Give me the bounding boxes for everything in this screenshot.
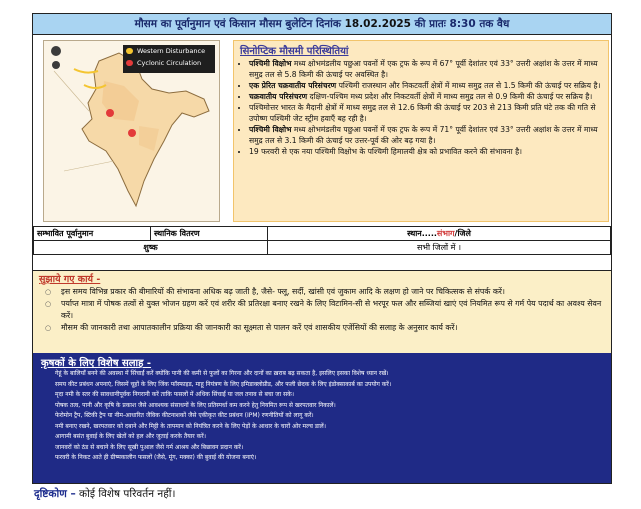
- col-distribution: स्थानिक वितरण: [151, 227, 268, 241]
- farmers-item: ❖ पोषक तत्व, पानी और कृषि के प्रकाश जैसे आवश्यक संसाधनों के लिए प्रतिस्पर्धा कम करने हेतु नियमित रूप से खरपतवार निकालें।: [55, 401, 605, 412]
- advice-heading: सुझाये गए कार्य -: [39, 274, 101, 285]
- col-forecast: सम्भावित पूर्वानुमान: [34, 227, 151, 241]
- outlook-line: [34, 487, 176, 501]
- advice-item: ○ मौसम की जानकारी तथा आपातकालीन प्रक्रिया की जानकारी का सूक्ष्मता से पालन करें एवं शासकीय एजेंसियों की सलाह के अनुसार कार्य करें।: [61, 322, 605, 334]
- farmers-list: [33, 369, 611, 464]
- farmers-item: ❖ गेहूं के बालियाँ बनने की अवस्था में सिंचाईं करें क्योंकि पानी की कमी से फूलों का गिरना और दानों का ख़राब बढ़ सकता है, इसलिए इसका विशेष ध्यान रखें।: [55, 369, 605, 380]
- weather-map: [43, 40, 220, 222]
- outlook-label: दृष्टिकोण –: [34, 488, 76, 500]
- bulletin-title: [33, 14, 611, 35]
- synoptic-item: • पश्चिमोत्तर भारत के मैदानी क्षेत्रों में माध्य समुद्र तल से 12.6 किमी की ऊंचाई पर 203 से 213 किमी प्रति घंटे तक की गति से उपोष्ण पश्चिमी जेट स्ट्रीम हवाएँ बह रही है।: [249, 102, 604, 124]
- synoptic-item: • पश्चिमी विक्षोभ मध्य क्षोभमंडलीय पछुआ पवनों में एक ट्रफ के रूप में 71° पूर्वी देशांतर एवं 33° उत्तरी अक्षांश के उत्तर में माध्य समुद्र तल से 3.1 किमी की ऊंचाई पर उत्तर-पूर्व की ओर बढ़ गया है।: [249, 124, 604, 146]
- outlook-text: कोई विशेष परिवर्तन नहीं।: [75, 488, 176, 500]
- legend-western-disturbance: Western Disturbance: [123, 45, 215, 57]
- advice-section: [33, 270, 611, 354]
- farmers-item: ❖ समय कीट प्रबंधन अपनाएं, जिसमें चूहों के लिए जिंक फॉस्फाइड, माहू नियंत्रण के लिए इमिडाक्लोप्रीड, और फली छेदक के लिए इंडोक्साकार्ब का उपयोग करें।: [55, 380, 605, 391]
- forecast-row: [34, 241, 611, 255]
- legend-cyclonic-circulation: Cyclonic Circulation: [123, 57, 215, 69]
- synoptic-panel: [233, 40, 609, 222]
- farmers-heading: कृषकों के लिए विशेष सलाह -: [41, 358, 152, 369]
- forecast-value: शुष्क: [34, 241, 268, 255]
- synoptic-item: • 19 फरवरी से एक नया पश्चिमी विक्षोभ के पश्चिमी हिमालयी क्षेत्र को प्रभावित करने की संभावना है।: [249, 146, 604, 157]
- synoptic-item: • चक्रवातीय परिसंचरण दक्षिण-पश्चिम मध्य प्रदेश और निकटवर्ती क्षेत्रों में माध्य समुद्र तल से 0.9 किमी की ऊंचाई पर सक्रिय है।: [249, 91, 604, 102]
- advice-list: [33, 286, 611, 334]
- advice-item: ○ इस समय विभिन्न प्रकार की बीमारियों की संभावना अधिक बढ़ जाती है, जैसे- फ्लू, सर्दी, खांसी एवं जुकाम आदि के लक्षण हो जाने पर चिकित्सक से संपर्क करें।: [61, 286, 605, 298]
- map-legend: [123, 45, 215, 73]
- farmers-item: ❖ आगामी बसंत बुवाई के लिए खेतों को हल और जुताई करके तैयार करें।: [55, 432, 605, 443]
- forecast-header-row: [34, 227, 611, 241]
- advice-item: ○ पर्याप्त मात्रा में पोषक तत्वों से युक्त भोजन ग्रहण करें एवं शरीर की प्रतिरक्षा बनाए रखने के लिए विटामिन-सी से भरपूर फल और सब्जियां खाएं एवं नियमित रूप से गर्म पेय पदार्थ का अवश्य सेवन करें।: [61, 298, 605, 322]
- title-suffix: की प्रातः 8:30 तक वैध: [414, 18, 510, 30]
- farmers-item: ❖ नमी बनाए रखने, खरपतवार को दबाने और मिट्टी के तापमान को नियंत्रित करने के लिए पेड़ों के आधार के चारों ओर मल्च डालें।: [55, 422, 605, 433]
- synoptic-item: • पश्चिमी विक्षोभ मध्य क्षोभमंडलीय पछुआ पवनों में एक ट्रफ के रूप में 67° पूर्वी देशांतर एवं 33° उत्तरी अक्षांश के उत्तर में माध्य समुद्र तल से 5.8 किमी की ऊंचाई पर अवस्थित है।: [249, 58, 604, 80]
- synoptic-list: [238, 58, 604, 157]
- synoptic-item: • एक प्रेरित चक्रवातीय परिसंचरण पश्चिमी राजस्थान और निकटवर्ती क्षेत्रों में माध्य समुद्र तल से 1.5 किमी की ऊंचाई पर सक्रिय है।: [249, 80, 604, 91]
- forecast-table: [33, 226, 611, 255]
- farmers-item: ❖ फरवरी के निकट आते ही ग्रीष्मकालीन फसलों (जैसे, मूंग, मक्का) की बुवाई की योजना बनाएं।: [55, 453, 605, 464]
- synoptic-heading: सिनोप्टिक मौसमी परिस्थितियां: [240, 46, 349, 57]
- farmers-item: ❖ जानवरों को ठंड से बचाने के लिए सूखी पुआल जैसे गर्म आश्रय और बिछावन प्रदान करें।: [55, 443, 605, 454]
- farmers-item: ❖ फेरोमोन ट्रैप, स्टिकी ट्रैप या नीम-आधारित जैविक कीटनाशकों जैसे एकीकृत कीट प्रबंधन (IPM) रणनीतियों को लागू करें।: [55, 411, 605, 422]
- col-place: स्थान.....संभाग/जिले: [268, 227, 611, 241]
- title-text: मौसम का पूर्वानुमान एवं किसान मौसम बुलेटिन दिनांक: [134, 18, 341, 30]
- farmers-section: [33, 353, 611, 483]
- bulletin-frame: [32, 13, 612, 484]
- forecast-place: सभी जिलों में ।: [268, 241, 611, 255]
- bulletin-date: 18.02.2025: [344, 18, 411, 30]
- farmers-item: ❖ मृदा नमी के स्तर की सावधानीपूर्वक निगरानी करें ताकि फसलों में अधिक सिंचाईं या जल तनाव से बचा जा सके।: [55, 390, 605, 401]
